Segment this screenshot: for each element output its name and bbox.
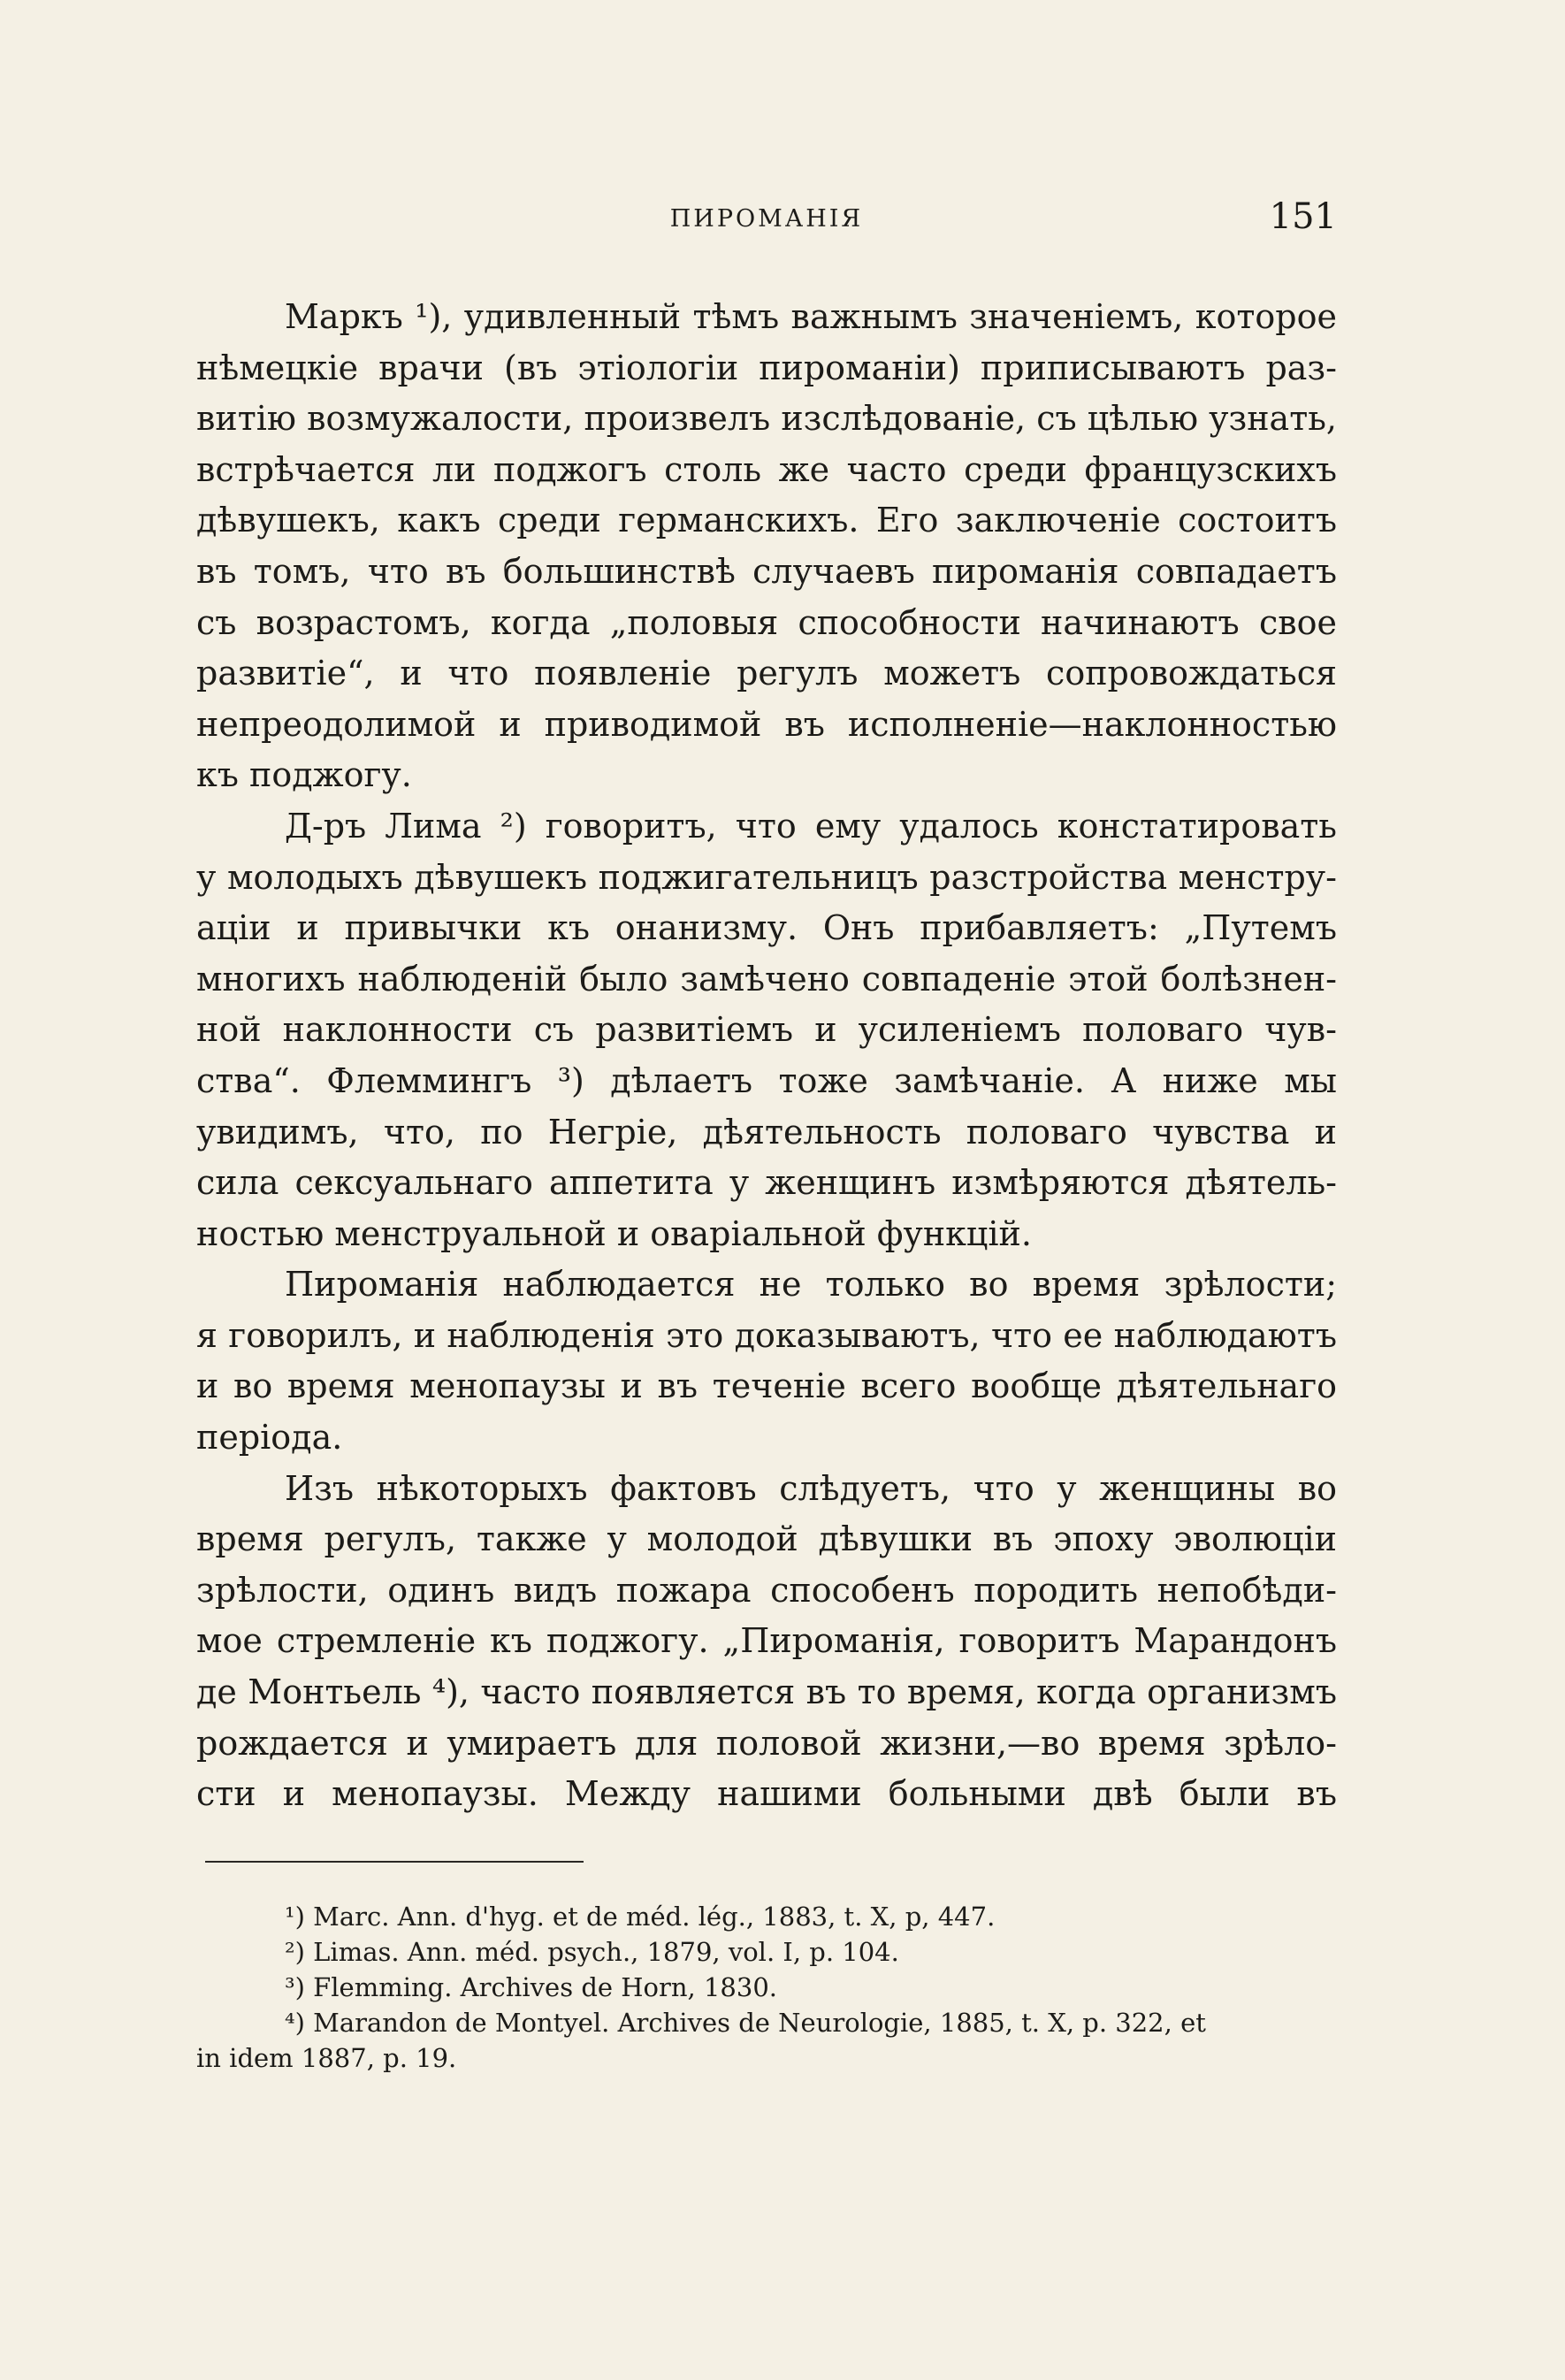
text-line: аціи и привычки къ онанизму. Онъ прибавляетъ: „Путемъ [196,908,1337,948]
footnote: in idem 1887, p. 19. [196,2043,457,2073]
page-number: 151 [1269,196,1337,237]
text-line: развитіе“, и что появленіе регулъ можетъ сопровождаться [196,654,1337,693]
text-line: нѣмецкіе врачи (въ этіологіи пироманіи) приписываютъ раз- [196,348,1337,387]
text-line: ностью менструальной и оваріальной функцій. [196,1213,1032,1253]
text-line: въ томъ, что въ большинствѣ случаевъ пироманія совпадаетъ [196,551,1337,591]
text-line: Изъ нѣкоторыхъ фактовъ слѣдуетъ, что у женщины во [285,1468,1337,1508]
text-line: сти и менопаузы. Между нашими больными двѣ были въ [196,1774,1337,1814]
text-line: витію возмужалости, произвелъ изслѣдованіе, съ цѣлью узнать, [196,399,1337,439]
text-line: рождается и умираетъ для половой жизни,—во время зрѣло- [196,1723,1337,1763]
footnote: ⁴) Marandon de Montyel. Archives de Neurologie, 1885, t. X, p. 322, et [285,2008,1206,2038]
text-line: ной наклонности съ развитіемъ и усиленіемъ половаго чув- [196,1010,1337,1050]
running-title: ПИРОМАНІЯ [669,205,864,233]
footnote: ¹) Marc. Ann. d'hyg. et de méd. lég., 1883, t. X, p, 447. [285,1902,996,1932]
text-line: Пироманія наблюдается не только во время зрѣлости; [285,1265,1337,1305]
body-text [196,292,1337,1820]
text-line: Маркъ ¹), удивленный тѣмъ важнымъ значеніемъ, которое [285,297,1337,336]
text-line: встрѣчается ли поджогъ столь же часто среди французскихъ [196,449,1337,489]
text-line: къ поджогу. [196,755,412,795]
text-line: мое стремленіе къ поджогу. „Пироманія, говоритъ Марандонъ [196,1621,1337,1661]
text-line: время регулъ, также у молодой дѣвушки въ эпоху эволюціи [196,1519,1337,1559]
text-line: сила сексуальнаго аппетита у женщинъ измѣряются дѣятель- [196,1163,1337,1203]
text-line: у молодыхъ дѣвушекъ поджигательницъ разстройства менстру- [196,857,1337,897]
footnote: ³) Flemming. Archives de Horn, 1830. [285,1972,778,2002]
footnote-separator [205,1861,584,1863]
text-line: многихъ наблюденій было замѣчено совпаденіе этой болѣзнен- [196,959,1337,999]
text-line: де Монтьель ⁴), часто появляется въ то время, когда организмъ [196,1672,1337,1712]
text-line: періода. [196,1418,343,1458]
running-head [196,196,1337,241]
text-line: дѣвушекъ, какъ среди германскихъ. Его заключеніе состоитъ [196,501,1337,540]
text-line: ства“. Флеммингъ ³) дѣлаетъ тоже замѣчаніе. А ниже мы [196,1060,1337,1100]
footnote: ²) Limas. Ann. méd. psych., 1879, vol. I, p. 104. [285,1937,899,1967]
text-line: и во время менопаузы и въ теченіе всего вообще дѣятельнаго [196,1366,1337,1406]
text-line: зрѣлости, одинъ видъ пожара способенъ породить непобѣди- [196,1570,1337,1610]
text-line: увидимъ, что, по Негріе, дѣятельность половаго чувства и [196,1112,1337,1152]
text-line: Д-ръ Лима ²) говоритъ, что ему удалось констатировать [285,806,1337,846]
text-line: я говорилъ, и наблюденія это доказываютъ, что ее наблюдаютъ [196,1315,1337,1355]
footnotes [196,1899,1337,2076]
text-line: непреодолимой и приводимой въ исполненіе—наклонностью [196,704,1337,744]
text-line: съ возрастомъ, когда „половыя способности начинаютъ свое [196,602,1337,642]
